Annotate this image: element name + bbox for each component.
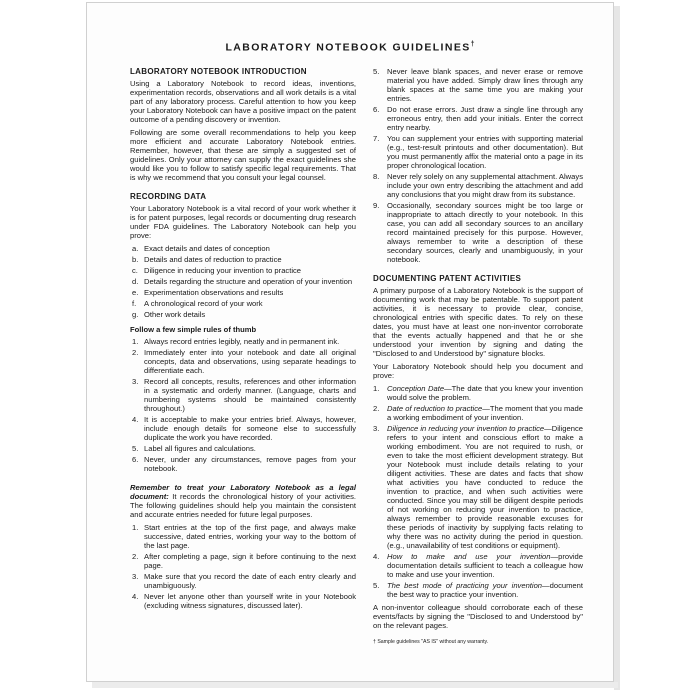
list-item xyxy=(130,523,356,550)
list-item xyxy=(373,404,583,422)
legal-paragraph xyxy=(130,483,356,519)
legal-text: It records the chronological history of your activities. The following guidelines should help you maintain the consistent and accurate entries needed for future legal purposes. xyxy=(130,492,356,519)
list-item-text: Experimentation observations and results xyxy=(144,288,284,297)
list-marker: d. xyxy=(132,277,139,286)
list-item-text: Record all concepts, results, references and other information in a systematic and orderly manner. (Language, charts and numbering systems should be maintained consistently throughout.) xyxy=(144,377,356,413)
list-item xyxy=(130,552,356,570)
list-item xyxy=(130,277,356,286)
list-item-text: —The moment that you made a working embodiment of your invention. xyxy=(387,404,583,422)
page-shadow-right xyxy=(614,6,620,690)
list-item-text: After completing a page, sign it before continuing to the next page. xyxy=(144,552,356,570)
list-item-text: A chronological record of your work xyxy=(144,299,263,308)
list-item-text: Details regarding the structure and operation of your invention xyxy=(144,277,353,286)
list-marker: g. xyxy=(132,310,139,319)
list-marker: b. xyxy=(132,255,139,264)
list-marker: c. xyxy=(132,266,138,275)
list-marker: e. xyxy=(132,288,139,297)
list-item xyxy=(130,415,356,442)
list-item-text: Make sure that you record the date of each entry clearly and unambiguously. xyxy=(144,572,356,590)
patent-paragraph-2: Your Laboratory Notebook should help you document and prove: xyxy=(373,362,583,380)
list-item xyxy=(130,444,356,453)
list-item xyxy=(130,337,356,346)
list-item xyxy=(373,424,583,550)
list-marker: 1. xyxy=(373,384,380,393)
list-item xyxy=(373,581,583,599)
intro-paragraph-2: Following are some overall recommendations to help you keep more efficient and accurate Laboratory Notebook entries. Remember, however, that these are simply a suggested set of guidelines. Only your attorney can supply the exact guidelines she would like you to follow to satisfy specific legal requirements. That is why we recommend that you consult your legal counsel. xyxy=(130,128,356,182)
list-marker: 5. xyxy=(373,67,380,76)
list-item-text: It is acceptable to make your entries brief. Always, however, include enough details for someone else to successfully duplicate the work you have recorded. xyxy=(144,415,356,442)
list-marker: 3. xyxy=(373,424,380,433)
list-item xyxy=(130,348,356,375)
list-item xyxy=(130,299,356,308)
right-column xyxy=(373,67,583,647)
page-title xyxy=(87,40,613,53)
list-item-text: Label all figures and calculations. xyxy=(144,444,256,453)
list-item-text: Always record entries legibly, neatly and in permanent ink. xyxy=(144,337,340,346)
list-item-text: —The date that you knew your invention would solve the problem. xyxy=(387,384,583,402)
list-marker: 2. xyxy=(132,552,139,561)
list-item xyxy=(130,266,356,275)
list-item xyxy=(373,134,583,170)
list-item xyxy=(130,377,356,413)
list-marker: 9. xyxy=(373,201,380,210)
list-marker: 4. xyxy=(132,592,139,601)
list-item xyxy=(373,105,583,132)
list-item xyxy=(130,455,356,473)
list-marker: 6. xyxy=(132,455,139,464)
list-marker: 8. xyxy=(373,172,380,181)
list-item xyxy=(130,310,356,319)
intro-paragraph-1: Using a Laboratory Notebook to record ideas, inventions, experimentation records, observations and all work details is a vital part of any laboratory process. Careful attention to how you keep your Laboratory Notebook can have a positive impact on the patent outcome of a pending discovery or invention. xyxy=(130,79,356,124)
list-marker: f. xyxy=(132,299,137,308)
list-item-term: The best mode of practicing your invention xyxy=(387,581,543,590)
patent-paragraph-1: A primary purpose of a Laboratory Notebook is the support of documenting work that may be patentable. To support patent activities, it is necessary to provide clear, concise, chronological entries with specific dates. To rely on these dates, you must have at least one non-inventor corroborate that the events actually happened and that he or she understood your invention by signing and dating the "Disclosed to and Understood by" signature blocks. xyxy=(373,286,583,358)
rules-list xyxy=(130,337,356,473)
recording-paragraph: Your Laboratory Notebook is a vital record of your work whether it is for patent purposes, legal records or documenting drug research under FDA guidelines. The Laboratory Notebook can help you prove: xyxy=(130,204,356,240)
list-item-text: Never let anyone other than yourself write in your Notebook (excluding witness signatures, discussed later). xyxy=(144,592,356,610)
list-item xyxy=(130,244,356,253)
rules-heading: Follow a few simple rules of thumb xyxy=(130,325,257,334)
list-item xyxy=(373,552,583,579)
list-item-text: Never, under any circumstances, remove pages from your notebook. xyxy=(144,455,356,473)
document-page xyxy=(86,2,614,682)
list-item-text: Occasionally, secondary sources might be too large or inappropriate to attach directly to your notebook. In this case, you can add all secondary sources to an ancillary record maintained precisely for this purpose. However, always remember to write a description of these secondary sources, clearly and unambiguously, in your notebook. xyxy=(387,201,583,264)
list-item-text: Other work details xyxy=(144,310,206,319)
list-marker: 1. xyxy=(132,337,139,346)
list-item xyxy=(130,255,356,264)
patent-heading: DOCUMENTING PATENT ACTIVITIES xyxy=(373,274,522,283)
page-title-text: LABORATORY NOTEBOOK GUIDELINES xyxy=(225,41,471,54)
list-marker: 3. xyxy=(132,572,139,581)
recording-list xyxy=(130,244,356,319)
list-marker: 7. xyxy=(373,134,380,143)
list-item xyxy=(373,172,583,199)
list-item-text: Exact details and dates of conception xyxy=(144,244,270,253)
intro-heading: LABORATORY NOTEBOOK INTRODUCTION xyxy=(130,67,307,76)
list-item-text: —provide documentation details sufficient to teach a colleague how to make and use your invention. xyxy=(387,552,583,579)
list-marker: 1. xyxy=(132,523,139,532)
list-item-term: Diligence in reducing your invention to practice xyxy=(387,424,545,433)
left-column xyxy=(130,67,356,614)
list-item xyxy=(130,288,356,297)
list-item-term: Conception Date xyxy=(387,384,445,393)
list-item-term: How to make and use your invention xyxy=(387,552,551,561)
list-item xyxy=(373,201,583,264)
patent-list xyxy=(373,384,583,599)
list-marker: 3. xyxy=(132,377,139,386)
list-item xyxy=(130,572,356,590)
list-marker: 4. xyxy=(373,552,380,561)
list-item xyxy=(373,67,583,103)
list-marker: a. xyxy=(132,244,139,253)
list-item-text: Details and dates of reduction to practice xyxy=(144,255,282,264)
recording-heading: RECORDING DATA xyxy=(130,192,207,201)
list-item-text: —Diligence refers to your intent and conscious effort to make a working embodiment. You are not required to rush, or even to take the most efficient development strategy. But your Notebook must include details relating to your diligent activities. These are dates and facts that show what activities you have conducted to reduce the invention to practice, and when such activities were conducted. Since you may still be diligent despite periods of not working on reducing your invention to practice, always remember to provide reasonable excuses for these periods of inactivity by supplying facts relating to why there was no activity during the period in question. (e.g., unavailability of test conditions or equipment). xyxy=(387,424,583,550)
continued-list xyxy=(373,67,583,264)
legal-list xyxy=(130,523,356,610)
legal-lead: Remember to treat your Laboratory Notebook as a legal document: xyxy=(130,483,356,501)
title-dagger: † xyxy=(470,41,475,48)
list-marker: 4. xyxy=(132,415,139,424)
list-item-text: Start entries at the top of the first page, and always make successive, dated entries, working your way to the bottom of the last page. xyxy=(144,523,356,550)
list-item-text: Diligence in reducing your invention to practice xyxy=(144,266,302,275)
list-item xyxy=(373,384,583,402)
list-marker: 2. xyxy=(373,404,380,413)
list-item-text: You can supplement your entries with supporting material (e.g., test-result printouts and other documentation). But you must permanently affix the material onto a page in its proper chronological location. xyxy=(387,134,583,170)
list-item-text: —document the best way to practice your invention. xyxy=(387,581,583,599)
footnote: † Sample guidelines "AS IS" without any warranty. xyxy=(373,639,489,645)
patent-paragraph-3: A non-inventor colleague should corroborate each of these events/facts by signing the "Disclosed to and Understood by" on the relevant pages. xyxy=(373,603,583,630)
list-marker: 5. xyxy=(132,444,139,453)
page-shadow-bottom xyxy=(92,682,618,688)
list-item-term: Date of reduction to practice xyxy=(387,404,483,413)
list-item-text: Never leave blank spaces, and never erase or remove material you have added. Simply draw lines through any blank spaces at the same time you are making your entries. xyxy=(387,67,583,103)
list-item-text: Immediately enter into your notebook and date all original concepts, data and observations, using separate headings to differentiate each. xyxy=(144,348,356,375)
list-marker: 2. xyxy=(132,348,139,357)
list-marker: 6. xyxy=(373,105,380,114)
list-item-text: Never rely solely on any supplemental attachment. Always include your own entry describing the attachment and add any conclusions that you might draw from its substance. xyxy=(387,172,583,199)
list-marker: 5. xyxy=(373,581,380,590)
list-item xyxy=(130,592,356,610)
list-item-text: Do not erase errors. Just draw a single line through any erroneous entry, then add your initials. Enter the correct entry nearby. xyxy=(387,105,583,132)
